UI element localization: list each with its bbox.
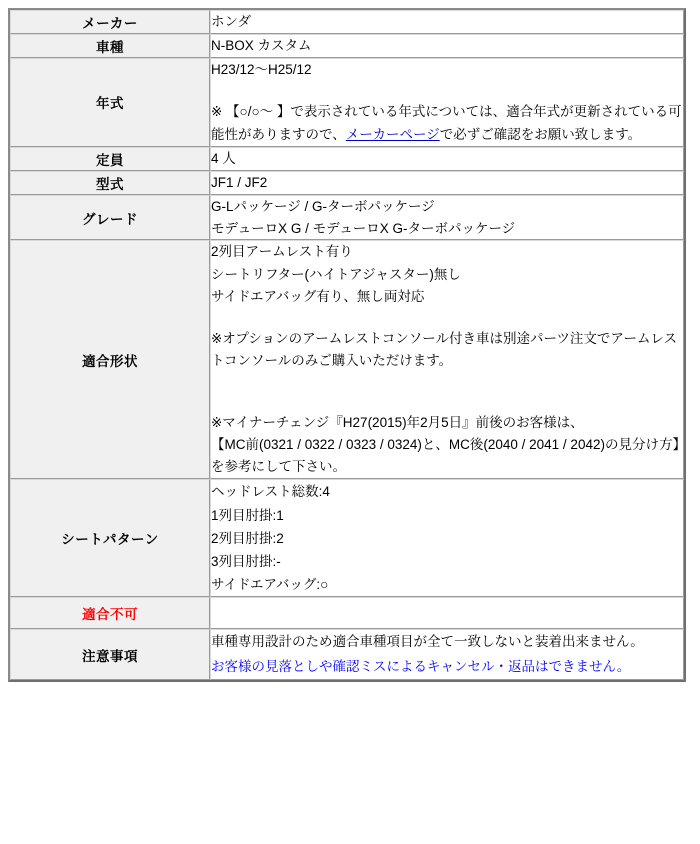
grade-line-1: G-Lパッケージ / G-ターボパッケージ (211, 198, 435, 214)
row-label-grade: グレード (10, 195, 210, 241)
maker-name: ホンダ (211, 14, 251, 29)
row-label-year: 年式 (10, 58, 210, 147)
row-value-year (210, 58, 684, 147)
fitment-line-1: 2列目アームレスト有り (211, 244, 353, 260)
table-row-model (10, 34, 684, 58)
row-value-model (210, 34, 684, 58)
row-value-fitment-shape (210, 240, 684, 479)
caution-line-1: 車種専用設計のため適合車種項目が全て一致しないと装着出来ません。 (211, 634, 644, 650)
grade-line-2: モデューロX G / モデューロX G-ターボパッケージ (211, 220, 516, 236)
fitment-line-2: シートリフター(ハイトアジャスター)無し (211, 266, 461, 282)
row-label-capacity: 定員 (10, 147, 210, 171)
table-row-seat-pattern (10, 479, 684, 597)
fitment-note-armrest-console: ※オプションのアームレストコンソール付き車は別途パーツ注文でアームレストコンソールのみご購入いただけます。 (211, 330, 678, 368)
row-value-grade (210, 195, 684, 241)
table-body (10, 10, 684, 680)
maker-page-link[interactable]: メーカーページ (345, 126, 440, 142)
fitment-note-minor-change: ※マイナーチェンジ『H27(2015)年2月5日』前後のお客様は、 (211, 415, 584, 430)
row-label-fitment-shape: 適合形状 (10, 240, 210, 479)
fitment-line-3: サイドエアバッグ有り、無し両対応 (211, 288, 425, 304)
table-row-maker (10, 10, 684, 34)
incompatible-empty-value (211, 598, 683, 628)
seat-row1-armrest: 1列目肘掛:1 (211, 507, 284, 523)
year-spacer (211, 81, 683, 101)
row-value-maker (210, 10, 684, 34)
type-code-value: JF1 / JF2 (211, 174, 268, 190)
seat-row3-armrest: 3列目肘掛:- (211, 554, 281, 570)
table-row-capacity (10, 147, 684, 171)
row-label-incompatible: 適合不可 (10, 597, 210, 629)
row-label-model: 車種 (10, 34, 210, 58)
row-value-caution (210, 629, 684, 680)
table-row-type-code (10, 171, 684, 195)
fitment-spacer-2 (211, 372, 683, 392)
seat-headrest-count: ヘッドレスト総数:4 (211, 484, 330, 500)
table-row-incompatible (10, 597, 684, 629)
row-label-maker: メーカー (10, 10, 210, 34)
table-row-caution (10, 629, 684, 680)
fitment-spacer-3 (211, 392, 683, 412)
capacity-value: 4 人 (211, 150, 236, 166)
model-name: N-BOX カスタム (211, 37, 312, 53)
table-row-fitment-shape (10, 240, 684, 479)
row-label-seat-pattern: シートパターン (10, 479, 210, 597)
seat-row2-armrest: 2列目肘掛:2 (211, 530, 284, 546)
row-value-capacity (210, 147, 684, 171)
year-range: H23/12〜H25/12 (211, 61, 312, 77)
row-label-type-code: 型式 (10, 171, 210, 195)
year-note-suffix: で必ずご確認をお願い致します。 (439, 126, 642, 142)
year-note-prefix: ※ 【○/○〜 】で表示されている年式については、適合年式が更新されている可能性がありますので、 (211, 104, 682, 142)
row-value-type-code (210, 171, 684, 195)
fitment-note-mc-part-numbers: 【MC前(0321 / 0322 / 0323 / 0324)と、MC後(2040 / 2041 / 2042)の見分け方】を参考にして下さい。 (211, 437, 680, 475)
caution-line-2-highlight: お客様の見落としや確認ミスによるキャンセル・返品はできません。 (211, 658, 631, 674)
vehicle-fitment-table (8, 8, 686, 682)
table-row-year (10, 58, 684, 147)
row-value-seat-pattern (210, 479, 684, 597)
year-note (211, 101, 683, 146)
row-value-incompatible (210, 597, 684, 629)
seat-side-airbag: サイドエアバッグ:○ (211, 577, 329, 593)
row-label-caution: 注意事項 (10, 629, 210, 680)
fitment-spacer-1 (211, 308, 683, 328)
table-row-grade (10, 195, 684, 241)
